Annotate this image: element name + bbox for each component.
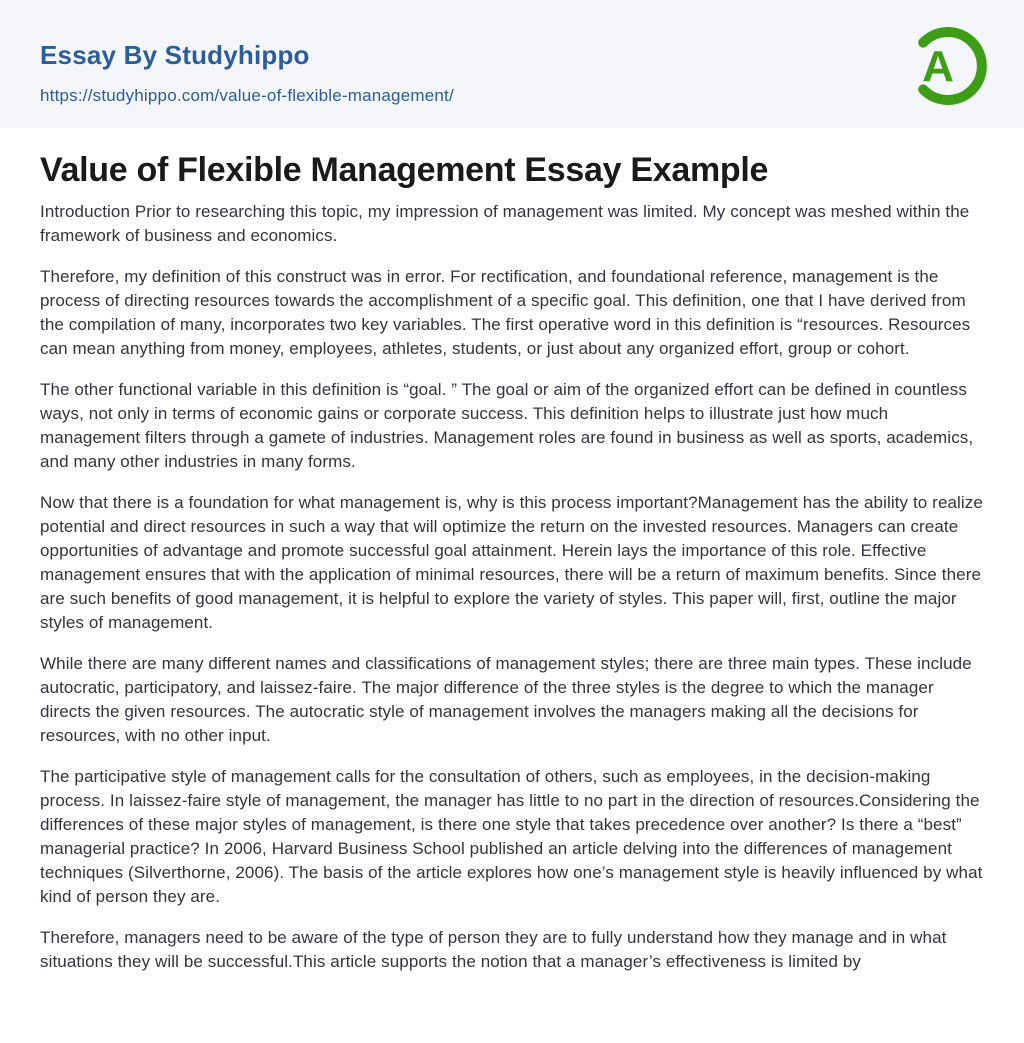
page-url-link[interactable]: https://studyhippo.com/value-of-flexible-management/ [40,86,454,105]
essay-paragraph: Now that there is a foundation for what management is, why is this process important?Management has the ability to realize potential and direct resources in such a way that will optimize the return on the invested resources. Managers can create opportunities of advantage and promote successful goal attainment. Herein lays the importance of this role. Effective management ensures that with the application of minimal resources, there will be a return of maximum benefits. Since there are such benefits of good management, it is helpful to explore the variety of styles. This paper will, first, outline the major styles of management. [40,493,983,632]
letter-a-circle-icon [907,20,987,112]
studyhippo-logo [907,20,987,112]
essay-body [40,200,984,974]
essay-paragraph: Therefore, managers need to be aware of the type of person they are to fully understand how they manage and in what situations they will be successful.This article supports the notion that a manager’s effectiveness is limited by [40,928,947,971]
page-header [0,0,1024,128]
essay-paragraph: Introduction Prior to researching this topic, my impression of management was limited. My concept was meshed within the framework of business and economics. [40,202,970,245]
essay-title: Value of Flexible Management Essay Example [40,151,769,189]
essay-paragraph: While there are many different names and classifications of management styles; there are three main types. These include autocratic, participatory, and laissez-faire. The major difference of the three styles is the degree to which the manager directs the given resources. The autocratic style of management involves the managers making all the decisions for resources, with no other input. [40,654,972,745]
essay-paragraph: The participative style of management calls for the consultation of others, such as employees, in the decision-making process. In laissez-faire style of management, the manager has little to no part in the direction of resources.Considering the differences of these major styles of management, is there one style that takes precedence over another? Is there a “best” managerial practice? In 2006, Harvard Business School published an article delving into the differences of management techniques (Silverthorne, 2006). The basis of the article explores how one’s management style is heavily influenced by what kind of person they are. [40,767,983,906]
site-title: Essay By Studyhippo [40,40,310,70]
logo-letter: A [922,42,954,91]
essay-paragraph: The other functional variable in this definition is “goal. ” The goal or aim of the organized effort can be defined in countless ways, not only in terms of economic gains or corporate success. This definition helps to illustrate just how much management filters through a gamete of industries. Management roles are found in business as well as sports, academics, and many other industries in many forms. [40,380,974,471]
essay-content [0,149,1024,974]
essay-paragraph: Therefore, my definition of this construct was in error. For rectification, and foundational reference, management is the process of directing resources towards the accomplishment of a specific goal. This definition, one that I have derived from the compilation of many, incorporates two key variables. The first operative word in this definition is “resources. Resources can mean anything from money, employees, athletes, students, or just about any organized effort, group or cohort. [40,267,971,358]
